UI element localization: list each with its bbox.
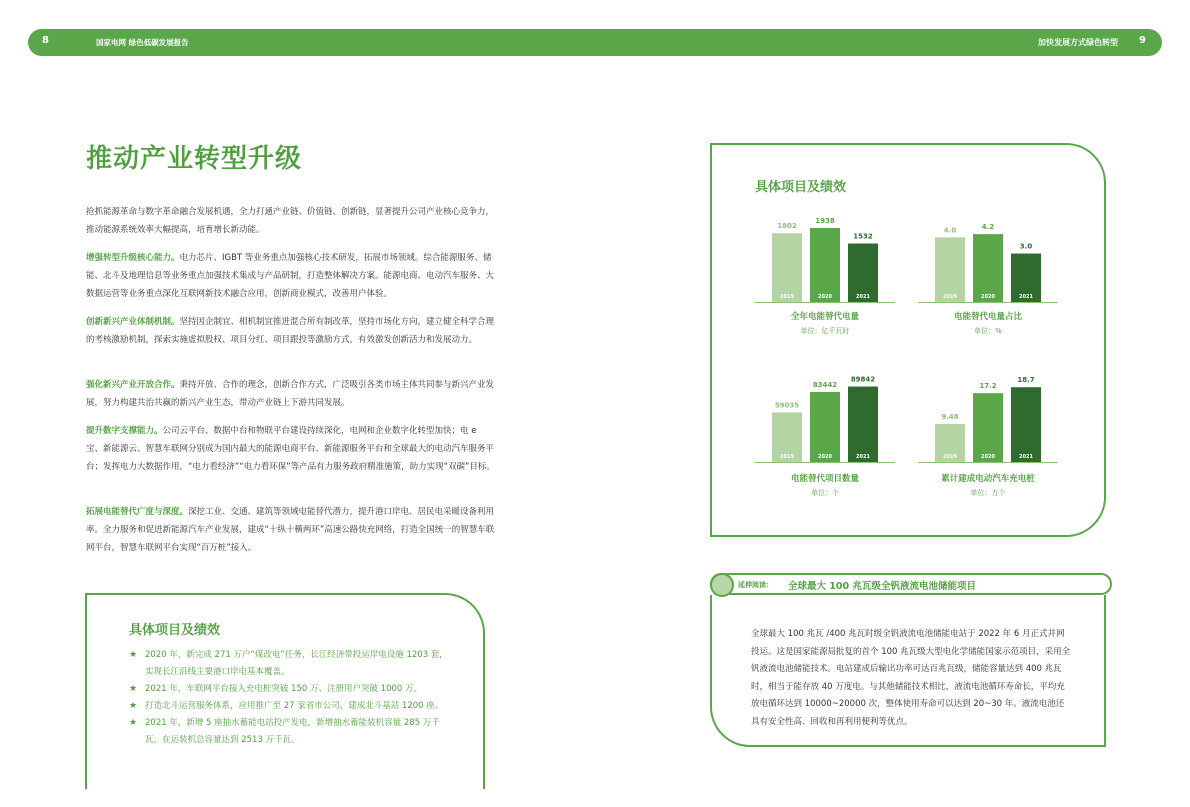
paragraph-body: 秉持开放、合作的理念，创新合作方式，广泛吸引各类市场主体共同参与新兴产业发展，努力构建共治共赢的新兴产业生态，带动产业链上下游共同发展。 [86, 380, 495, 408]
page-number-right: 9 [1139, 35, 1146, 46]
list-item-text: 打造北斗运营服务体系，应用推广至 27 家省市公司，建成北斗基站 1200 座。 [145, 701, 444, 711]
bar [810, 392, 840, 462]
paragraph [86, 376, 496, 412]
data-label: 18.7 [1017, 376, 1035, 385]
tick-label: 2019 [943, 294, 957, 300]
chart-unit: 单位：万个 [970, 489, 1006, 497]
star-icon: ★ [129, 718, 138, 728]
section-title: 加快发展方式绿色转型 [1038, 38, 1118, 47]
paragraph-heading: 拓展电能替代广度与深度。 [86, 507, 189, 517]
data-label: 4.2 [981, 223, 995, 232]
chart-svg [755, 360, 895, 466]
extended-title: 全球最大 100 兆瓦级全钒液流电池储能项目 [788, 581, 976, 592]
box-title: 具体项目及绩效 [129, 623, 221, 638]
list-item [129, 681, 449, 698]
circle-icon [710, 573, 734, 597]
chart-unit: 单位：% [974, 327, 1002, 335]
performance-list [129, 647, 449, 749]
list-item-text: 2021 年，车联网平台接入充电桩突破 150 万、注册用户突破 1000 万。 [145, 684, 422, 694]
paragraph-body: 坚持因企制宜、相机制宜推进混合所有制改革，坚持市场化方向，建立健全科学合理的考核激励机制，探索实施虚拟股权、项目分红、项目跟投等激励方式，有效激发创新活力和发展动力。 [86, 317, 495, 345]
chart-charging-piles [918, 360, 1058, 497]
data-label: 83442 [812, 380, 838, 389]
page-title: 推动产业转型升级 [86, 144, 303, 174]
tick-label: 2019 [780, 294, 794, 300]
data-label: 1938 [815, 217, 835, 226]
chart-svg [755, 200, 895, 306]
chart-title: 电能替代电量占比 [953, 312, 1022, 322]
chart-unit: 单位：个 [811, 489, 839, 497]
performance-box-left [85, 593, 485, 789]
paragraph-body: 公司云平台、数据中台和物联平台建设持续深化，电网和企业数字化转型加快；电 e 宝、新能源云、智慧车联网分别成为国内最大的能源电商平台、新能源服务平台和全球最大的电动汽车服务平台；发挥电力大数据作用，“电力看经济”“电力看环保”等产品有力服务政府精准施策，助力实现“双碳”目标。 [86, 426, 495, 472]
tick-label: 2021 [856, 454, 870, 460]
list-item [129, 647, 449, 681]
bar [935, 237, 965, 302]
chart-svg [918, 360, 1058, 466]
extended-reading-box [710, 595, 1106, 747]
bar [1011, 387, 1041, 462]
star-icon: ★ [129, 701, 138, 711]
data-label: 4.0 [943, 226, 957, 235]
chart-unit: 单位：亿千瓦时 [800, 327, 850, 335]
header-bar [28, 29, 1162, 56]
data-label: 1802 [777, 222, 797, 231]
paragraph [86, 503, 496, 557]
bar [973, 393, 1003, 462]
bar [973, 234, 1003, 302]
box-title: 具体项目及绩效 [755, 180, 847, 195]
tick-label: 2020 [818, 294, 832, 300]
intro-paragraph: 抢抓能源革命与数字革命融合发展机遇，全力打通产业链、价值链、创新链，显著提升公司产业核心竞争力，推动能源系统效率大幅提高，培育增长新动能。 [86, 207, 495, 235]
chart-title: 累计建成电动汽车充电桩 [941, 474, 1035, 484]
page-number-left: 8 [42, 35, 49, 46]
list-item [129, 715, 449, 749]
star-icon: ★ [129, 650, 138, 660]
paragraph-heading: 增强转型升级核心能力。 [86, 253, 180, 263]
paragraph-body: 电力芯片、IGBT 等业务重点加强核心技术研发，拓展市场领域。综合能源服务、储能、北斗及地理信息等业务重点加强技术集成与产品研制，打造整体解决方案。能源电商、电动汽车服务、大数据运营等业务重点深化互联网新技术融合应用，创新商业模式，改善用户体验。 [86, 253, 495, 299]
list-item [129, 698, 449, 715]
tick-label: 2019 [780, 454, 794, 460]
bar [772, 233, 802, 302]
extended-label: 延伸阅读： [738, 581, 773, 589]
data-label: 1532 [853, 232, 873, 241]
tick-label: 2021 [856, 294, 870, 300]
data-label: 89842 [850, 375, 876, 384]
chart-electricity-substitution [755, 200, 895, 335]
bar [848, 387, 878, 462]
tick-label: 2021 [1019, 294, 1033, 300]
paragraph-body: 深挖工业、交通、建筑等领域电能替代潜力，提升港口岸电、居民电采暖设备利用率。全力服务和促进新能源汽车产业发展，建成“十纵十横两环”高速公路快充网络，打造全国统一的智慧车联网平台，智慧车联网平台实现“百万桩”接入。 [86, 507, 495, 553]
tick-label: 2021 [1019, 454, 1033, 460]
extended-reading-bar [710, 573, 1112, 595]
report-title: 国家电网 绿色低碳发展报告 [96, 38, 189, 47]
list-item-text: 2020 年，新完成 271 万户“煤改电”任务，长江经济带投运岸电设施 1203 套，实现长江沿线主要港口岸电基本覆盖。 [145, 650, 448, 677]
list-item-text: 2021 年，新增 5 座抽水蓄能电站投产发电，新增抽水蓄能装机容量 285 万千瓦，在运装机总容量达到 2513 万千瓦。 [145, 718, 440, 745]
chart-svg [918, 200, 1058, 306]
paragraph-heading: 创新新兴产业体制机制。 [86, 317, 180, 327]
chart-title: 电能替代项目数量 [790, 474, 859, 484]
paragraph [86, 422, 496, 476]
paragraph [86, 249, 496, 303]
data-label: 3.0 [1019, 242, 1033, 251]
paragraph-heading: 提升数字支撑能力。 [86, 426, 163, 436]
paragraph-heading: 强化新兴产业开放合作。 [86, 380, 180, 390]
tick-label: 2020 [981, 454, 995, 460]
star-icon: ★ [129, 684, 138, 694]
paragraph [86, 313, 496, 349]
tick-label: 2020 [981, 294, 995, 300]
tick-label: 2019 [943, 454, 957, 460]
tick-label: 2020 [818, 454, 832, 460]
chart-project-count [755, 360, 895, 497]
chart-title: 全年电能替代电量 [790, 312, 859, 322]
chart-substitution-share [918, 200, 1058, 335]
data-label: 17.2 [979, 382, 997, 391]
data-label: 59035 [774, 401, 800, 410]
bar [810, 228, 840, 302]
data-label: 9.48 [941, 413, 959, 422]
extended-body: 全球最大 100 兆瓦 /400 兆瓦时级全钒液流电池储能电站于 2022 年 6 月正式并网投运。这是国家能源局批复的首个 100 兆瓦级大型电化学储能国家示范项目，采用全钒液流电池储能技术。电站建成后输出功率可达百兆瓦级，储能容量达到 400 兆瓦时，相当于能存放 40 万度电。与其他储能技术相比，液流电池循环寿命长，平均充放电循环达到 10000~20000 次，整体使用寿命可以达到 20~30 年。液流电池还具有安全性高、回收和再利用便利等优点。 [751, 629, 1071, 727]
